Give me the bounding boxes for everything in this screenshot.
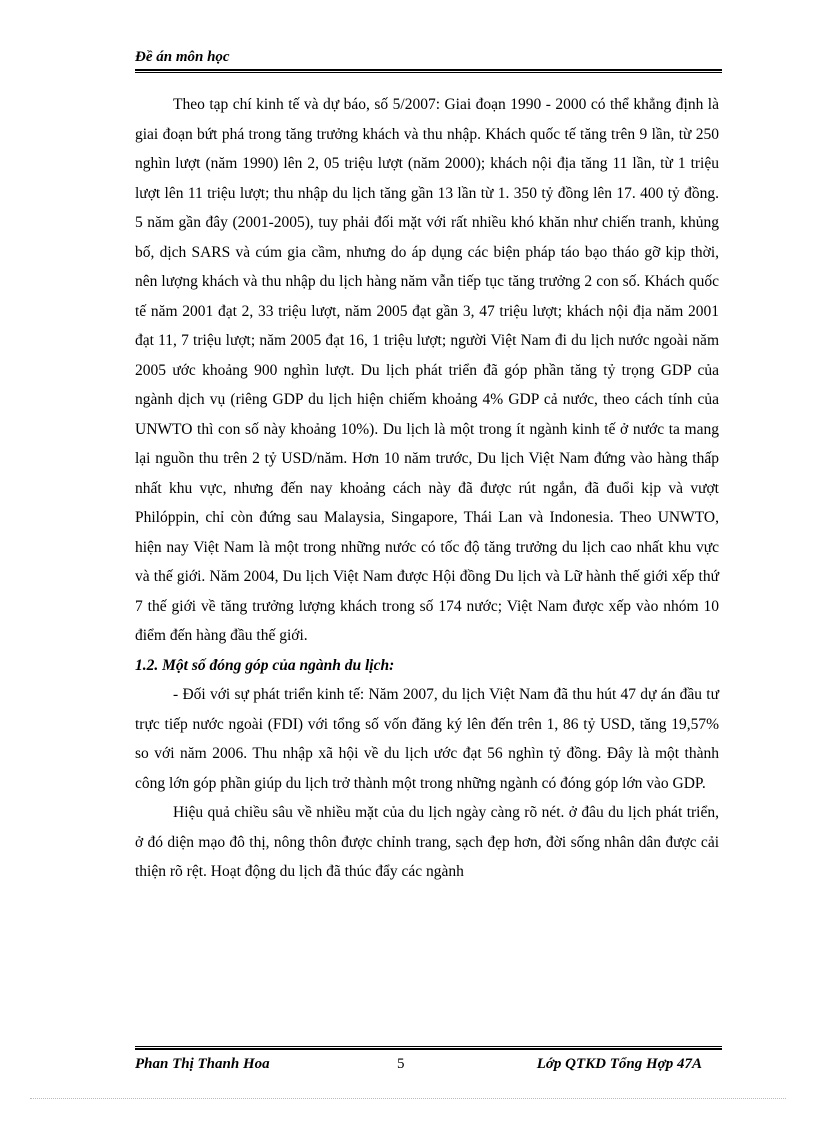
page-edge-divider (30, 1098, 786, 1099)
footer-row (135, 1056, 722, 1078)
body-paragraph-3: Hiệu quả chiều sâu về nhiều mặt của du lịch ngày càng rõ nét. ở đâu du lịch phát triển, ở đó diện mạo đô thị, nông thôn được chỉnh trang, sạch đẹp hơn, đời sống nhân dân được cải thiện rõ rệt. Hoạt động du lịch đã thúc đẩy các ngành (135, 804, 719, 880)
body-paragraph-1: Theo tạp chí kinh tế và dự báo, số 5/2007: Giai đoạn 1990 - 2000 có thể khẳng định là giai đoạn bứt phá trong tăng trưởng khách và thu nhập. Khách quốc tế tăng trên 9 lần, từ 250 nghìn lượt (năm 1990) lên 2, 05 triệu lượt (năm 2000); khách nội địa tăng 11 lần, từ 1 triệu lượt lên 11 triệu lượt; thu nhập du lịch tăng gần 13 lần từ 1. 350 tỷ đồng lên 17. 400 tỷ đồng. 5 năm gần đây (2001-2005), tuy phải đối mặt với rất nhiều khó khăn như chiến tranh, khủng bố, dịch SARS và cúm gia cầm, nhưng do áp dụng các biện pháp táo bạo tháo gỡ kịp thời, nên lượng khách và thu nhập du lịch hàng năm vẫn tiếp tục tăng trưởng 2 con số. Khách quốc tế năm 2001 đạt 2, 33 triệu lượt, năm 2005 đạt gần 3, 47 triệu lượt; khách nội địa năm 2001 đạt 11, 7 triệu lượt; năm 2005 đạt 16, 1 triệu lượt; người Việt Nam đi du lịch nước ngoài năm 2005 ước khoảng 900 nghìn lượt. Du lịch phát triển đã góp phần tăng tỷ trọng GDP của ngành dịch vụ (riêng GDP du lịch hiện chiếm khoảng 4% GDP cả nước, theo cách tính của UNWTO thì con số này khoảng 10%). Du lịch là một trong ít ngành kinh tế ở nước ta mang lại nguồn thu trên 2 tỷ USD/năm. Hơn 10 năm trước, Du lịch Việt Nam đứng vào hàng thấp nhất khu vực, nhưng đến nay khoảng cách này đã được rút ngắn, đã đuổi kịp và vượt Philóppin, chỉ còn đứng sau Malaysia, Singapore, Thái Lan và Indonesia. Theo UNWTO, hiện nay Việt Nam là một trong những nước có tốc độ tăng trưởng du lịch cao nhất khu vực và thế giới. Năm 2004, Du lịch Việt Nam được Hội đồng Du lịch và Lữ hành thế giới xếp thứ 7 thế giới về tăng trưởng lượng khách trong số 174 nước; Việt Nam được xếp vào nhóm 10 điểm đến hàng đầu thế giới. (135, 96, 719, 644)
header-rule (135, 69, 722, 73)
section-heading: 1.2. Một số đóng góp của ngành du lịch: (135, 656, 395, 674)
footer-class: Lớp QTKD Tổng Hợp 47A (536, 1056, 702, 1072)
page-header (135, 48, 722, 73)
header-title: Đề án môn học (135, 49, 230, 65)
page-footer (135, 1046, 722, 1078)
document-body (135, 90, 719, 887)
page-number: 5 (397, 1056, 405, 1072)
footer-author: Phan Thị Thanh Hoa (135, 1056, 270, 1072)
body-paragraph-2: - Đối với sự phát triển kinh tế: Năm 2007, du lịch Việt Nam đã thu hút 47 dự án đầu tư trực tiếp nước ngoài (FDI) với tổng số vốn đăng ký lên đến trên 1, 86 tỷ USD, tăng 19,57% so với năm 2006. Thu nhập xã hội về du lịch ước đạt 56 nghìn tỷ đồng. Đây là một thành công lớn góp phần giúp du lịch trở thành một trong những ngành có đóng góp lớn vào GDP. (135, 686, 719, 792)
footer-rule (135, 1046, 722, 1050)
